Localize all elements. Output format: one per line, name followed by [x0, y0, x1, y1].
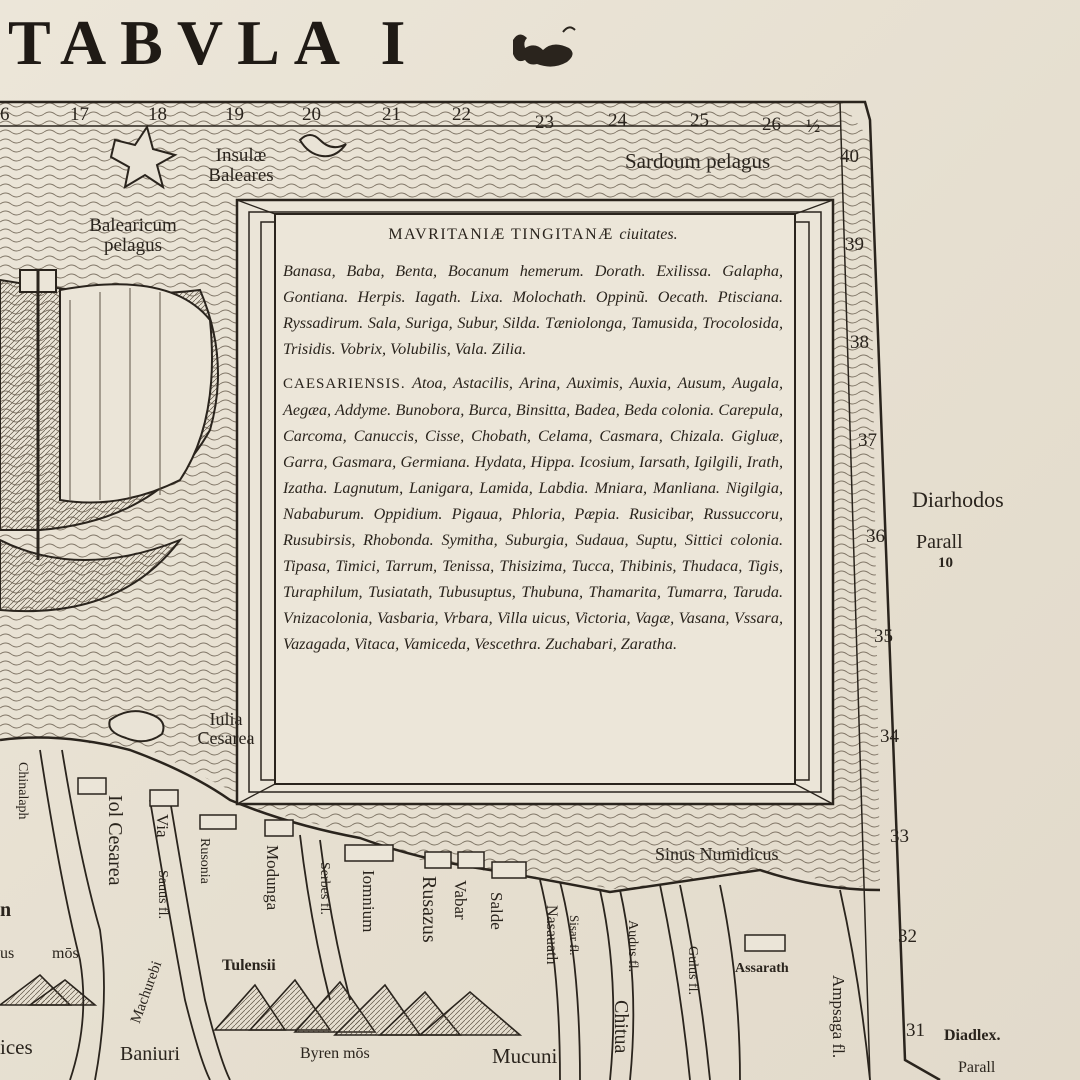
top-tick: 25: [690, 110, 709, 131]
cartouche-frame: [235, 198, 835, 806]
parall-bottom-label: Parall: [958, 1059, 996, 1076]
place-gulus-fl: Gulus fl.: [685, 946, 700, 995]
top-tick: 23: [535, 112, 554, 133]
top-tick: 24: [608, 110, 627, 131]
place-nasauath: Nasauath: [543, 905, 560, 965]
top-tick: 19: [225, 104, 244, 125]
place-serbes-fl: Serbes fl.: [317, 862, 332, 915]
sinus-numidicus-label: Sinus Numidicus: [655, 844, 779, 864]
right-tick: 37: [858, 430, 877, 451]
insulae-baleares-label: Insulæ Baleares: [208, 145, 274, 186]
place-tulensii: Tulensii: [222, 957, 276, 974]
place-salde: Salde: [487, 892, 506, 930]
right-tick: 38: [850, 332, 869, 353]
right-tick: 34: [880, 726, 899, 747]
balearicum-pelagus-label: Balearicum pelagus: [89, 215, 177, 256]
sardoum-pelagus-label: Sardoum pelagus: [625, 149, 771, 173]
place-vabar: Vabar: [451, 880, 470, 920]
place-chitua: Chitua: [610, 1000, 632, 1054]
caesariensis-cities: Atoa, Astacilis, Arina, Auximis, Auxia, Ausum, Augala, Aegæa, Addyme. Bunobora, Burca, Binsitta, Badea, Beda colonia. Carepula, Carcoma, Canuccis, Cisse, Chobath, Celama, Casmara, Chizala. Gigluæ, Garra, Gasmara, Germiana. Hydata, Hippa. Icosium, Iarsath, Igilgili, Irath, Izatha. Lagnutum, Lanigara, Lamida, Labdia. Mniara, Manliana. Nigilgia, Nababurum. Oppidium. Pigaua, Phloria, Pæpia. Rusicibar, Russuccoru, Rusubirsis, Rhobonda. Symitha, Suburgia, Sudaua, Suptu, Sittici colonia. Tipasa, Timici, Tarrum, Tenissa, Thisizima, Tucca, Thibinis, Thudaca, Tigis, Turaphilum, Tusiatath, Tubusuptus, Thubuna, Thamarita, Tumarra, Taruda. Vnizacolonia, Vasbaria, Vrbara, Villa uicus, Victoria, Vagæ, Vasana, Vssara, Vazagada, Vitaca, Vamiceda, Vescethra. Zuchabari, Zaratha.: [283, 374, 783, 653]
tingitana-cities: Banasa, Baba, Benta, Bocanum hemerum. Dorath. Exilissa. Galapha, Gontiana. Herpis. Iagath. Lixa. Molochath. Oppinũ. Oecath. Ptisciana. Ryssadirum. Sala, Suriga, Subur, Silda. Tæniolonga, Tamusida, Trocolosida, Trisidis. Vobrix, Volubilis, Vala. Zilia.: [283, 262, 783, 358]
top-tick: 22: [452, 104, 471, 125]
place-modunga: Modunga: [263, 845, 282, 911]
right-tick: 35: [874, 626, 893, 647]
diadlex-label: Diadlex.: [944, 1027, 1001, 1044]
place-sisar-fl: Sisar fl.: [567, 915, 582, 956]
place-baniuri: Baniuri: [120, 1043, 180, 1065]
place-iulia-cesarea: Iulia Cesarea: [197, 709, 255, 748]
right-tick: 32: [898, 926, 917, 947]
cartouche-heading-suffix: ciuitates.: [619, 226, 678, 243]
right-tick: 31: [906, 1020, 925, 1041]
place-rusonia: Rusonia: [197, 838, 212, 884]
place-iol-cesarea: Iol Cesarea: [104, 795, 126, 886]
parall-label: Parall: [916, 531, 963, 553]
right-tick: 36: [866, 526, 885, 547]
top-tick: 17: [70, 104, 89, 125]
right-tick: 33: [890, 826, 909, 847]
place-ampsaga-fl: Ampsaga fl.: [829, 975, 848, 1059]
place-ices: ices: [0, 1035, 33, 1059]
place-sauus-fl: Sauus fl.: [155, 870, 170, 919]
place-byren-mos: Byren mōs: [300, 1045, 370, 1062]
parall-number: 10: [938, 555, 953, 571]
caesariensis-block: [283, 370, 783, 657]
right-tick: 40: [840, 146, 859, 167]
place-mucuni: Mucuni: [492, 1044, 558, 1068]
place-assarath: Assarath: [735, 961, 789, 976]
cartouche-heading-main: MAVRITANIÆ TINGITANÆ: [388, 226, 614, 243]
caesariensis-heading: CAESARIENSIS.: [283, 376, 406, 392]
place-mos: mōs: [52, 945, 79, 962]
place-chinalaph: Chinalaph: [15, 762, 30, 820]
place-audus-fl: Audus fl.: [625, 920, 640, 973]
top-tick: 26: [762, 114, 781, 135]
top-tick: ½: [806, 116, 821, 137]
map-title: TABVLA I: [8, 7, 420, 78]
place-iomnium: Iomnium: [359, 870, 378, 933]
whale-ornament: [505, 22, 585, 72]
place-rusazus: Rusazus: [418, 876, 440, 943]
mountains-left: [0, 975, 95, 1005]
cartouche-heading: [283, 226, 783, 244]
mountains-byren: [215, 980, 520, 1035]
right-tick: 39: [845, 234, 864, 255]
place-us: us: [0, 945, 15, 962]
place-machureb: Machurebi: [128, 958, 166, 1026]
top-tick: 20: [302, 104, 321, 125]
top-tick: 21: [382, 104, 401, 125]
place-n: n: [0, 899, 12, 921]
top-tick: 6: [0, 104, 10, 125]
diarhodos-label: Diarhodos: [912, 487, 1004, 512]
top-tick: 18: [148, 104, 167, 125]
place-via: Via: [153, 814, 172, 838]
